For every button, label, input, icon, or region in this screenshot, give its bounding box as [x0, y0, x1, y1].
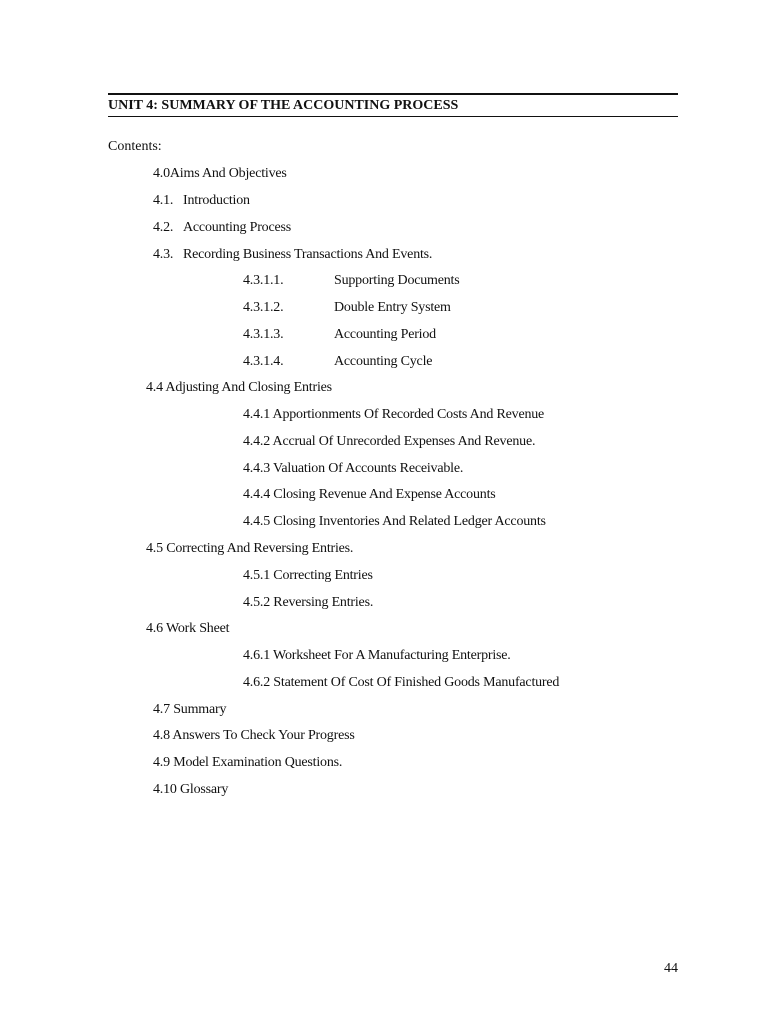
toc-item-number: 4.3.1.2. [243, 300, 284, 315]
toc-item-accounting-cycle [243, 354, 432, 370]
toc-item-accrual: 4.4.2 Accrual Of Unrecorded Expenses And Revenue. [243, 434, 536, 449]
toc-item-number: 4.1. [153, 193, 174, 208]
unit-title: UNIT 4: SUMMARY OF THE ACCOUNTING PROCESS [108, 98, 459, 113]
toc-item-adjusting: 4.4 Adjusting And Closing Entries [146, 380, 332, 395]
page-number: 44 [664, 961, 678, 976]
toc-item-recording [153, 247, 432, 263]
toc-item-work-sheet: 4.6 Work Sheet [146, 621, 230, 636]
toc-item-number: 4.3.1.1. [243, 273, 284, 288]
toc-item-number: 4.3.1.3. [243, 327, 284, 342]
toc-item-closing-inventories: 4.4.5 Closing Inventories And Related Ledger Accounts [243, 514, 546, 529]
toc-item-number: 4.2. [153, 220, 174, 235]
toc-item-introduction [153, 193, 250, 209]
toc-item-double-entry [243, 300, 451, 316]
toc-item-answers: 4.8 Answers To Check Your Progress [153, 728, 355, 743]
toc-item-summary: 4.7 Summary [153, 702, 227, 717]
toc-item-text: Supporting Documents [334, 273, 460, 288]
unit-heading [108, 93, 678, 117]
toc-item-number: 4.3.1.4. [243, 354, 284, 369]
toc-item-closing-revenue: 4.4.4 Closing Revenue And Expense Accounts [243, 487, 496, 502]
toc-item-text: Recording Business Transactions And Events. [183, 247, 433, 262]
toc-item-accounting-period [243, 327, 436, 343]
toc-item-accounting-process [153, 220, 291, 236]
toc-item-correcting-entries: 4.5.1 Correcting Entries [243, 568, 373, 583]
toc-item-glossary: 4.10 Glossary [153, 782, 229, 797]
heading-bottom-rule [108, 116, 678, 117]
contents-label: Contents: [108, 139, 162, 154]
toc-item-apportionments: 4.4.1 Apportionments Of Recorded Costs And Revenue [243, 407, 545, 422]
toc-item-number: 4.3. [153, 247, 174, 262]
toc-item-cost-statement: 4.6.2 Statement Of Cost Of Finished Goods Manufactured [243, 675, 560, 690]
toc-item-text: Accounting Process [183, 220, 291, 235]
toc-item-text: Accounting Cycle [334, 354, 433, 369]
toc-item-manufacturing-worksheet: 4.6.1 Worksheet For A Manufacturing Enterprise. [243, 648, 511, 663]
toc-item-supporting-documents [243, 273, 460, 289]
toc-item-correcting: 4.5 Correcting And Reversing Entries. [146, 541, 354, 556]
toc-item-valuation: 4.4.3 Valuation Of Accounts Receivable. [243, 461, 464, 476]
toc-item-text: Accounting Period [334, 327, 436, 342]
toc-item-reversing-entries: 4.5.2 Reversing Entries. [243, 595, 374, 610]
toc-item-text: Introduction [183, 193, 250, 208]
toc-item-aims: 4.0Aims And Objectives [153, 166, 287, 181]
toc-item-model-exam: 4.9 Model Examination Questions. [153, 755, 343, 770]
toc-item-text: Double Entry System [334, 300, 451, 315]
